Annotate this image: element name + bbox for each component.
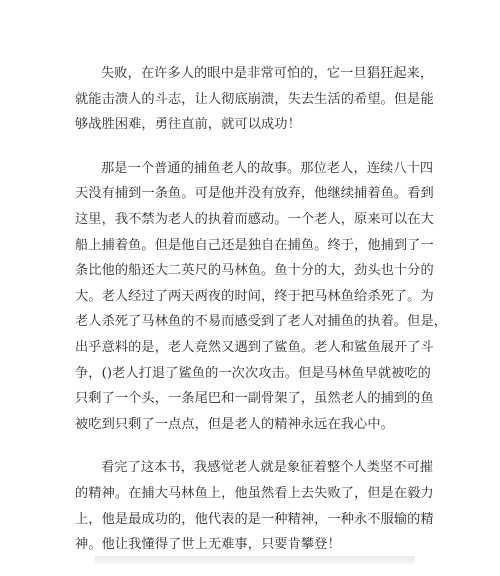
faded-text-fragment xyxy=(95,556,415,566)
paragraph-line: 够战胜困难，勇往直前，就可以成功！ xyxy=(75,117,301,133)
paragraph-line: 条比他的船还大二英尺的马林鱼。鱼十分的大，劲头也十分的 xyxy=(75,263,434,279)
essay-body xyxy=(75,61,448,576)
paragraph-1 xyxy=(75,61,434,138)
paragraph-2 xyxy=(75,156,448,438)
paragraph-line: 天没有捕到一条鱼。可是他并没有放弃，他继续捕着鱼。看到 xyxy=(75,186,434,202)
cut-off-next-line xyxy=(75,556,427,566)
paragraph-line: 的精神。在捕大马林鱼上，他虽然看上去失败了，但是在毅力 xyxy=(75,485,434,501)
paragraph-line: 神。他让我懂得了世上无难事，只要肯攀登！ xyxy=(75,537,341,553)
paragraph-line: 被吃到只剩了一点点，但是老人的精神永远在我心中。 xyxy=(75,416,394,432)
paragraph-line: 争，()老人打退了鲨鱼的一次次攻击。但是马林鱼早就被吃的 xyxy=(75,365,431,381)
paragraph-line: 老人杀死了马林鱼的不易而感受到了老人对捕鱼的执着。但是， xyxy=(75,314,448,330)
paragraph-line: 看完了这本书，我感觉老人就是象征着整个人类坚不可摧 xyxy=(101,460,434,476)
paragraph-3 xyxy=(75,455,434,557)
paragraph-line: 船上捕着鱼。但是他自己还是独自在捕鱼。终于，他捕到了一 xyxy=(75,237,434,253)
paragraph-line: 出乎意料的是，老人竟然又遇到了鲨鱼。老人和鲨鱼展开了斗 xyxy=(75,339,434,355)
paragraph-line: 这里，我不禁为老人的执着而感动。一个老人，原来可以在大 xyxy=(75,211,434,227)
paragraph-line: 上，他是最成功的，他代表的是一种精神，一种永不服输的精 xyxy=(75,511,434,527)
paragraph-line: 那是一个普通的捕鱼老人的故事。那位老人，连续八十四 xyxy=(101,160,434,176)
paragraph-line: 只剩了一个头，一条尾巴和一副骨架了，虽然老人的捕到的鱼 xyxy=(75,391,434,407)
paragraph-line: 大。老人经过了两天两夜的时间，终于把马林鱼给杀死了。为 xyxy=(75,288,434,304)
paragraph-line: 失败，在许多人的眼中是非常可怕的，它一旦猖狂起来， xyxy=(101,66,434,81)
paragraph-line: 就能击溃人的斗志，让人彻底崩溃，失去生活的希望。但是能 xyxy=(75,91,434,107)
